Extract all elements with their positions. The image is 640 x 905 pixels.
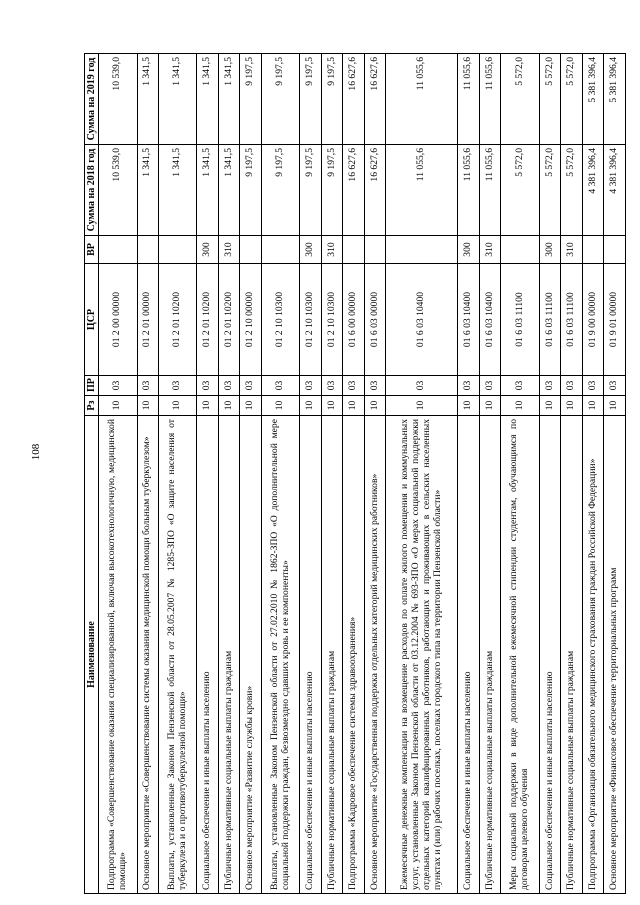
header-vr: ВР (85, 236, 99, 264)
table-row (364, 54, 386, 894)
cell-vr: 310 (561, 236, 583, 264)
cell-name: Публичные нормативные социальные выплаты гражданам (218, 416, 240, 894)
cell-csr: 01 2 01 10200 (159, 264, 197, 376)
cell-pr: 03 (343, 376, 365, 396)
cell-vr (240, 236, 262, 264)
cell-name: Меры социальной поддержки в виде дополнительной ежемесячной стипендии студентам, обучающимся по договорам целевого обучения (501, 416, 539, 894)
header-rz: Рз (85, 396, 99, 416)
cell-rz: 10 (386, 396, 458, 416)
cell-sum-2018: 1 341,5 (159, 145, 197, 236)
cell-name: Выплаты, установленные Законом Пензенской области от 28.05.2007 № 1285-ЗПО «О защите населения от туберкулеза и о противотуберкулезной помощи» (159, 416, 197, 894)
cell-vr (501, 236, 539, 264)
cell-vr (99, 236, 137, 264)
cell-name: Подпрограмма «Кадровое обеспечение системы здравоохранения» (343, 416, 365, 894)
cell-name: Публичные нормативные социальные выплаты гражданам (561, 416, 583, 894)
cell-sum-2019: 11 055,6 (458, 54, 480, 145)
cell-vr: 310 (321, 236, 343, 264)
cell-sum-2019: 9 197,5 (240, 54, 262, 145)
cell-pr: 03 (99, 376, 137, 396)
cell-name: Основное мероприятие «Развитие службы крови» (240, 416, 262, 894)
cell-rz: 10 (159, 396, 197, 416)
cell-sum-2019: 1 341,5 (218, 54, 240, 145)
cell-sum-2018: 9 197,5 (240, 145, 262, 236)
cell-sum-2018: 10 539,0 (99, 145, 137, 236)
cell-pr: 03 (364, 376, 386, 396)
cell-pr: 03 (300, 376, 322, 396)
table-row (218, 54, 240, 894)
cell-sum-2019: 5 381 396,4 (582, 54, 604, 145)
cell-vr (343, 236, 365, 264)
cell-csr: 01 6 03 10400 (386, 264, 458, 376)
cell-pr: 03 (604, 376, 626, 396)
cell-sum-2019: 5 572,0 (561, 54, 583, 145)
cell-vr: 310 (218, 236, 240, 264)
cell-vr: 300 (458, 236, 480, 264)
cell-name: Социальное обеспечение и иные выплаты населению (539, 416, 561, 894)
budget-table (84, 53, 626, 894)
table-row (321, 54, 343, 894)
header-csr: ЦСР (85, 264, 99, 376)
cell-pr: 03 (582, 376, 604, 396)
cell-rz: 10 (218, 396, 240, 416)
cell-name: Публичные нормативные социальные выплаты гражданам (479, 416, 501, 894)
table-row (343, 54, 365, 894)
cell-csr: 01 2 10 10300 (321, 264, 343, 376)
cell-rz: 10 (240, 396, 262, 416)
table-row (159, 54, 197, 894)
cell-sum-2019: 11 055,6 (386, 54, 458, 145)
cell-csr: 01 6 00 00000 (343, 264, 365, 376)
cell-sum-2018: 5 572,0 (539, 145, 561, 236)
cell-pr: 03 (321, 376, 343, 396)
table-body (99, 54, 626, 894)
cell-sum-2018: 5 572,0 (561, 145, 583, 236)
cell-csr: 01 9 00 00000 (582, 264, 604, 376)
cell-rz: 10 (364, 396, 386, 416)
cell-sum-2018: 1 341,5 (197, 145, 219, 236)
cell-vr: 300 (197, 236, 219, 264)
cell-csr: 01 2 01 00000 (137, 264, 159, 376)
table-row (539, 54, 561, 894)
table-header (85, 54, 99, 894)
cell-vr (364, 236, 386, 264)
cell-sum-2018: 9 197,5 (321, 145, 343, 236)
cell-sum-2018: 5 572,0 (501, 145, 539, 236)
cell-csr: 01 6 03 11100 (501, 264, 539, 376)
cell-sum-2018: 4 381 396,4 (604, 145, 626, 236)
cell-sum-2018: 11 055,6 (386, 145, 458, 236)
table-row (582, 54, 604, 894)
cell-csr: 01 6 03 00000 (364, 264, 386, 376)
cell-rz: 10 (137, 396, 159, 416)
cell-pr: 03 (218, 376, 240, 396)
cell-rz: 10 (604, 396, 626, 416)
cell-sum-2019: 16 627,6 (364, 54, 386, 145)
cell-csr: 01 2 10 10300 (300, 264, 322, 376)
cell-rz: 10 (261, 396, 299, 416)
cell-name: Социальное обеспечение и иные выплаты населению (458, 416, 480, 894)
cell-sum-2019: 9 197,5 (261, 54, 299, 145)
cell-vr: 300 (539, 236, 561, 264)
cell-sum-2019: 1 341,5 (197, 54, 219, 145)
table-row (386, 54, 458, 894)
cell-name: Основное мероприятие «Государственная поддержка отдельных категорий медицинских работников» (364, 416, 386, 894)
cell-csr: 01 2 01 10200 (197, 264, 219, 376)
cell-pr: 03 (539, 376, 561, 396)
cell-pr: 03 (159, 376, 197, 396)
cell-sum-2018: 4 381 396,4 (582, 145, 604, 236)
table-row (240, 54, 262, 894)
cell-sum-2019: 10 539,0 (99, 54, 137, 145)
cell-sum-2018: 1 341,5 (137, 145, 159, 236)
table-row (479, 54, 501, 894)
cell-csr: 01 6 03 11100 (539, 264, 561, 376)
cell-name: Ежемесячные денежные компенсации на возмещение расходов по оплате жилого помещения и коммунальных услуг, установленные Законом Пензенской области от 03.12.2004 № 693-ЗПО «О мерах социальной поддержки отдельных категорий квалифицированных работников, работающих и проживающих в сельских населенных пунктах и (или) рабочих поселках, поселках городского типа на территории Пензенской области» (386, 416, 458, 894)
cell-csr: 01 2 10 00000 (240, 264, 262, 376)
cell-csr: 01 9 01 00000 (604, 264, 626, 376)
cell-vr (261, 236, 299, 264)
cell-csr: 01 2 01 10200 (218, 264, 240, 376)
table-row (458, 54, 480, 894)
cell-csr: 01 2 10 10300 (261, 264, 299, 376)
cell-pr: 03 (386, 376, 458, 396)
cell-rz: 10 (539, 396, 561, 416)
cell-sum-2018: 16 627,6 (364, 145, 386, 236)
cell-sum-2019: 16 627,6 (343, 54, 365, 145)
table-row (604, 54, 626, 894)
cell-sum-2019: 1 341,5 (137, 54, 159, 145)
table-row (561, 54, 583, 894)
cell-sum-2018: 11 055,6 (479, 145, 501, 236)
cell-sum-2018: 9 197,5 (261, 145, 299, 236)
table-row (197, 54, 219, 894)
cell-rz: 10 (479, 396, 501, 416)
header-sum-2019: Сумма на 2019 год (85, 54, 99, 145)
cell-rz: 10 (99, 396, 137, 416)
header-pr: ПР (85, 376, 99, 396)
cell-rz: 10 (582, 396, 604, 416)
table-row (261, 54, 299, 894)
cell-sum-2019: 9 197,5 (321, 54, 343, 145)
header-name: Наименование (85, 416, 99, 894)
cell-rz: 10 (321, 396, 343, 416)
cell-rz: 10 (458, 396, 480, 416)
cell-name: Социальное обеспечение и иные выплаты населению (300, 416, 322, 894)
cell-vr: 310 (479, 236, 501, 264)
table-row (137, 54, 159, 894)
cell-pr: 03 (501, 376, 539, 396)
cell-name: Подпрограмма «Совершенствование оказания специализированной, включая высокотехнологичную, медицинской помощи» (99, 416, 137, 894)
table-row (99, 54, 137, 894)
page-number: 108 (30, 443, 42, 461)
cell-csr: 01 6 03 10400 (458, 264, 480, 376)
cell-name: Выплаты, установленные Законом Пензенской области от 27.02.2010 № 1862-ЗПО «О дополнительной мере социальной поддержки граждан, безвозмездно сдавших кровь и ее компоненты» (261, 416, 299, 894)
header-sum-2018: Сумма на 2018 год (85, 145, 99, 236)
cell-sum-2018: 11 055,6 (458, 145, 480, 236)
cell-rz: 10 (197, 396, 219, 416)
cell-vr (604, 236, 626, 264)
cell-vr: 300 (300, 236, 322, 264)
cell-pr: 03 (458, 376, 480, 396)
cell-rz: 10 (561, 396, 583, 416)
cell-sum-2018: 16 627,6 (343, 145, 365, 236)
cell-pr: 03 (240, 376, 262, 396)
cell-pr: 03 (479, 376, 501, 396)
cell-sum-2019: 5 381 396,4 (604, 54, 626, 145)
cell-pr: 03 (261, 376, 299, 396)
cell-sum-2018: 9 197,5 (300, 145, 322, 236)
cell-csr: 01 2 00 00000 (99, 264, 137, 376)
cell-vr (582, 236, 604, 264)
cell-vr (159, 236, 197, 264)
cell-name: Основное мероприятие «Финансовое обеспечение территориальных программ (604, 416, 626, 894)
cell-sum-2019: 9 197,5 (300, 54, 322, 145)
cell-sum-2019: 5 572,0 (539, 54, 561, 145)
cell-sum-2018: 1 341,5 (218, 145, 240, 236)
cell-csr: 01 6 03 10400 (479, 264, 501, 376)
cell-rz: 10 (300, 396, 322, 416)
cell-pr: 03 (197, 376, 219, 396)
cell-vr (386, 236, 458, 264)
cell-vr (137, 236, 159, 264)
cell-sum-2019: 5 572,0 (501, 54, 539, 145)
cell-name: Подпрограмма «Организация обязательного медицинского страхования граждан Российской Федерации» (582, 416, 604, 894)
cell-pr: 03 (137, 376, 159, 396)
cell-name: Основное мероприятие «Совершенствование системы оказания медицинской помощи больным туберкулезом» (137, 416, 159, 894)
header-row (85, 54, 99, 894)
table-row (501, 54, 539, 894)
table-row (300, 54, 322, 894)
cell-csr: 01 6 03 11100 (561, 264, 583, 376)
cell-name: Публичные нормативные социальные выплаты гражданам (321, 416, 343, 894)
cell-rz: 10 (343, 396, 365, 416)
cell-sum-2019: 11 055,6 (479, 54, 501, 145)
cell-pr: 03 (561, 376, 583, 396)
cell-sum-2019: 1 341,5 (159, 54, 197, 145)
rotated-table-container (84, 54, 626, 894)
cell-rz: 10 (501, 396, 539, 416)
cell-name: Социальное обеспечение и иные выплаты населению (197, 416, 219, 894)
